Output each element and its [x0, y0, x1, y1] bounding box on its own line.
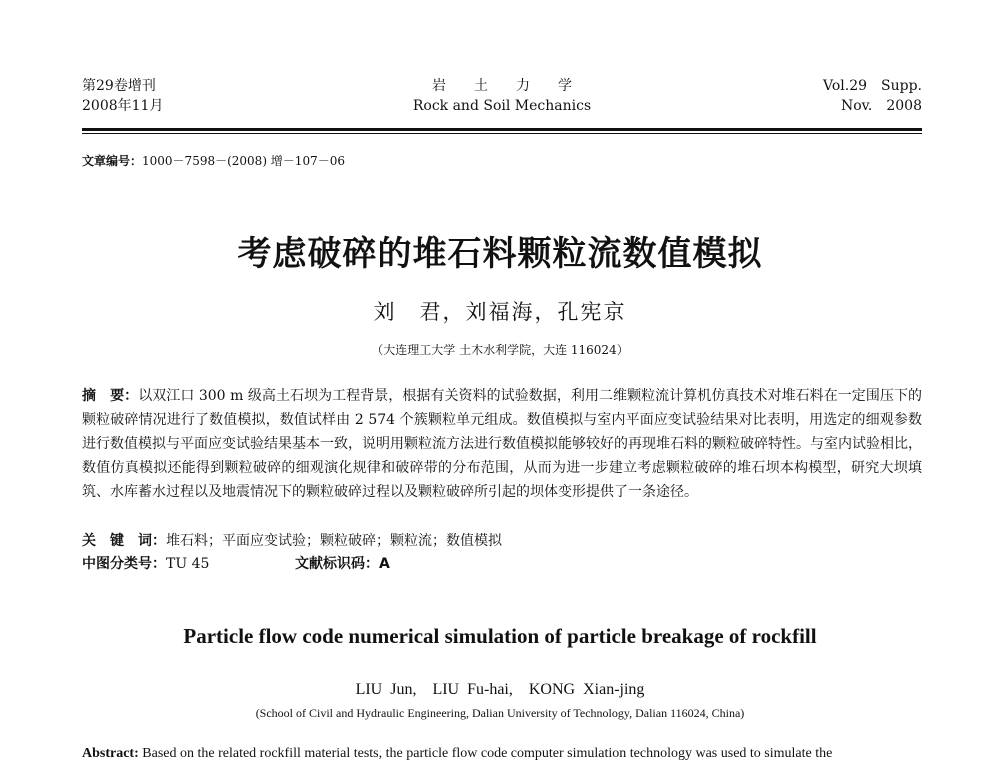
article-number-label: 文章编号： — [82, 154, 143, 168]
header-rule-thick — [82, 128, 922, 131]
abstract-cn — [82, 384, 922, 504]
header-center — [82, 76, 922, 116]
title-cn: 考虑破碎的堆石料颗粒流数值模拟 — [237, 234, 763, 274]
classification-label: 中图分类号： — [82, 556, 166, 572]
header-right — [823, 76, 922, 116]
date-cn: 2008年11月 — [82, 98, 164, 114]
classification-row — [82, 553, 922, 575]
article-number-value: 1000－7598－(2008) 增－107－06 — [142, 154, 345, 168]
date-en: Nov. 2008 — [840, 98, 922, 114]
journal-name-cn: 岩 土 力 学 — [432, 78, 572, 94]
journal-name-en: Rock and Soil Mechanics — [412, 98, 592, 114]
affiliation-en: (School of Civil and Hydraulic Engineering, Dalian University of Technology, Dalian 116024, China) — [255, 706, 745, 720]
abstract-en-label: Abstract: — [82, 746, 139, 761]
volume-cn: 第29卷增刊 — [82, 78, 156, 94]
affiliation-cn: （大连理工大学 土木水利学院，大连 116024） — [371, 343, 629, 357]
abstract-en — [82, 744, 922, 764]
journal-header — [82, 76, 922, 116]
abstract-cn-label: 摘 要： — [82, 388, 139, 404]
document-code-label: 文献标识码： — [295, 556, 379, 572]
title-en: Particle flow code numerical simulation of particle breakage of rockfill — [183, 624, 817, 648]
document-code-value: A — [379, 556, 390, 572]
authors-cn: 刘 君，刘福海，孔宪京 — [373, 300, 627, 324]
document-code — [295, 553, 390, 575]
keywords-cn-label: 关 键 词： — [82, 533, 166, 549]
classification-value: TU 45 — [166, 556, 210, 572]
volume-en: Vol.29 Supp. — [823, 78, 922, 94]
keywords-cn-text: 堆石料；平面应变试验；颗粒破碎；颗粒流；数值模拟 — [166, 533, 502, 549]
header-rule-thin — [82, 133, 922, 134]
authors-en: LIU Jun, LIU Fu-hai, KONG Xian-jing — [355, 681, 645, 698]
article-number — [82, 152, 345, 169]
keywords-cn — [82, 530, 922, 552]
abstract-en-text: Based on the related rockfill material tests, the particle flow code computer simulation technology was used to simulate the — [142, 746, 833, 761]
abstract-cn-text: 以双江口 300 m 级高土石坝为工程背景，根据有关资料的试验数据，利用二维颗粒流计算机仿真技术对堆石料在一定围压下的颗粒破碎情况进行了数值模拟，数值试样由 2 574 个簇颗粒单元组成。数值模拟与室内平面应变试验结果对比表明，用选定的细观参数进行数值模拟与平面应变试验结果基本一致，说明用颗粒流方法进行数值模拟能够较好的再现堆石料的颗粒破碎特性。与室内试验相比，数值仿真模拟还能得到颗粒破碎的细观演化规律和破碎带的分布范围，从而为进一步建立考虑颗粒破碎的堆石坝本构模型，研究大坝填筑、水库蓄水过程以及地震情况下的颗粒破碎过程以及颗粒破碎所引起的坝体变形提供了一条途径。 — [82, 388, 922, 500]
